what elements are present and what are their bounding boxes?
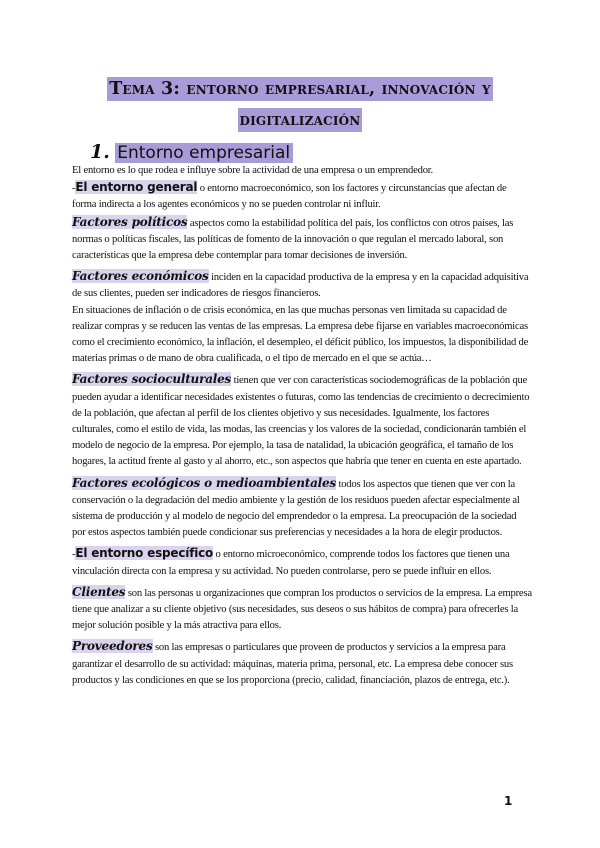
document-title — [74, 74, 526, 136]
economic-factors-paragraph — [72, 268, 532, 367]
page-number: 1 — [504, 794, 513, 808]
keyword-economic-factors: Factores económicos — [72, 269, 209, 284]
document-body — [72, 163, 532, 689]
paragraph-text: o entorno macroeconómico, son los factores y circunstancias que afectan de forma indirecta a los agentes económicos y no se pueden controlar ni influir. — [72, 183, 507, 211]
list-dash: - — [72, 549, 76, 561]
suppliers-paragraph — [72, 638, 532, 689]
paragraph-text: tienen que ver con características sociodemográficas de la población que pueden ayudar a identificar necesidades existentes o futuras, como las tendencias de crecimiento o decrecimiento de la población, que afectan al perfil de los clientes objetivo y sus necesidades. Igualmente, los factores culturales, como el estilo de vida, las modas, las creencias y los valores de la sociedad, condicionarán también el modelo de negocio de la empresa. Por ejemplo, la tasa de natalidad, la ubicación geográfica, el tamaño de los hogares, la actitud frente al gasto y al ahorro, etc., son aspectos que habría que tener en cuenta en este apartado. — [72, 375, 530, 468]
keyword-general-environment: El entorno general — [75, 180, 198, 195]
paragraph-text: aspectos como la estabilidad política del país, los conflictos con otros países, las normas o políticas fiscales, las políticas de fomento de la innovación o que regulan el mercado laboral, son características que la empresa debe contemplar para tomar decisiones de inversión. — [72, 217, 514, 262]
paragraph-text: todos los aspectos que tienen que ver con la conservación o la degradación del medio ambiente y la gestión de los residuos pueden afectar especialmente al sistema de producción y al modelo de negocio del emprendedor o la empresa. La preocupación de la sociedad por estos aspectos también puede condicionar sus preferencias y necesidades a la hora de elegir productos. — [72, 478, 520, 539]
intro-paragraph — [72, 163, 532, 179]
section-heading — [90, 141, 293, 164]
keyword-ecological-factors: Factores ecológicos o medioambientales — [72, 475, 336, 490]
paragraph-text-continued: En situaciones de inflación o de crisis económica, en las que muchas personas ven limitada su capacidad de realizar compras y se reducen las ventas de las empresas. La empresa debe fijarse en variables macroeconómicas como el crecimiento económico, la inflación, el desempleo, el déficit público, los impuestos, la disponibilidad de materias primas o de mano de obra cualificada, o el tipo de mercado en el que se actúa… — [72, 304, 529, 365]
section-title: Entorno empresarial — [115, 143, 293, 163]
paragraph-text: o entorno microeconómico, comprende todos los factores que tienen una vinculación directa con la empresa y su actividad. No pueden controlarse, pero se puede influir en ellos. — [72, 549, 510, 577]
keyword-sociocultural-factors: Factores socioculturales — [72, 372, 232, 387]
section-number: 1. — [90, 141, 110, 163]
paragraph-text: El entorno es lo que rodea e influye sobre la actividad de una empresa o un emprendedor. — [72, 165, 433, 176]
political-factors-paragraph — [72, 214, 532, 265]
paragraph-text: son las empresas o particulares que proveen de productos y servicios a la empresa para garantizar el desarrollo de su actividad: máquinas, materia prima, personal, etc. La empresa debe conocer sus productos y las condiciones en que se los proporciona (precio, calidad, financiación, plazos de entrega, etc.). — [72, 642, 513, 686]
sociocultural-factors-paragraph — [72, 371, 532, 470]
title-line-1: Tema 3: entorno empresarial, innovación y — [109, 79, 491, 99]
keyword-political-factors: Factores políticos — [72, 214, 188, 229]
list-dash: - — [72, 183, 76, 195]
specific-environment-paragraph — [72, 545, 532, 579]
keyword-suppliers: Proveedores — [72, 639, 153, 654]
keyword-clients: Clientes — [72, 584, 126, 599]
title-line-2: digitalización — [239, 110, 361, 130]
general-environment-paragraph — [72, 179, 532, 213]
paragraph-text: son las personas u organizaciones que compran los productos o servicios de la empresa. La empresa tiene que analizar a su cliente objetivo (sus necesidades, sus deseos o sus hábitos de compra) para ofrecerles la mejor solución posible y la más atractiva para ellos. — [72, 587, 532, 632]
ecological-factors-paragraph — [72, 475, 532, 542]
clients-paragraph — [72, 584, 532, 635]
keyword-specific-environment: El entorno específico — [75, 546, 214, 561]
paragraph-text: inciden en la capacidad productiva de la empresa y en la capacidad adquisitiva de sus clientes, pueden ser indicadores de riesgos financieros. — [72, 272, 529, 300]
